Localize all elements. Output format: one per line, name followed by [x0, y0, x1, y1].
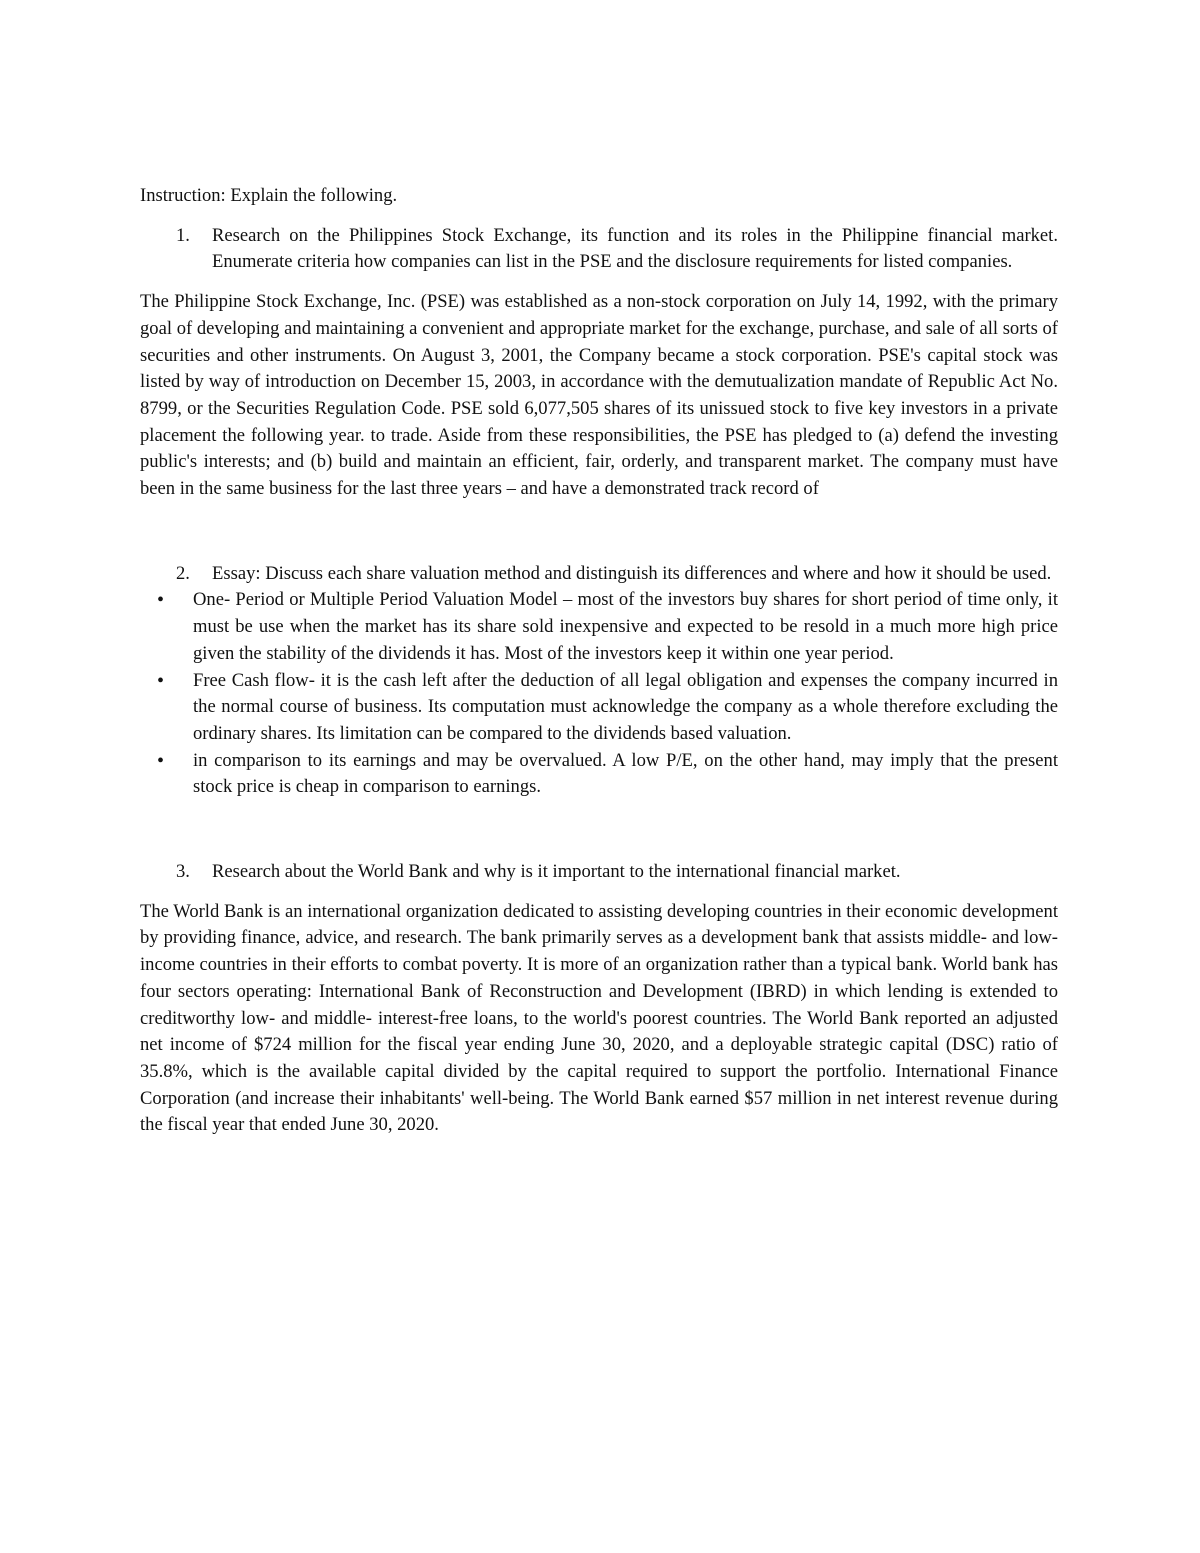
document-body	[140, 183, 1058, 1139]
answer-1-paragraph: The Philippine Stock Exchange, Inc. (PSE) was established as a non-stock corporation on July 14, 1992, with the primary goal of developing and maintaining a convenient and appropriate market for the exchange, purchase, and sale of all sorts of securities and other instruments. On August 3, 2001, the Company became a stock corporation. PSE's capital stock was listed by way of introduction on December 15, 2003, in accordance with the demutualization mandate of Republic Act No. 8799, or the Securities Regulation Code. PSE sold 6,077,505 shares of its unissued stock to five key investors in a private placement the following year. to trade. Aside from these responsibilities, the PSE has pledged to (a) defend the investing public's interests; and (b) build and maintain an efficient, fair, orderly, and transparent market. The company must have been in the same business for the last three years – and have a demonstrated track record of	[140, 291, 1058, 500]
question-2	[140, 561, 1058, 588]
question-3-text: Research about the World Bank and why is it important to the international financial market.	[212, 861, 901, 883]
answer-3-paragraph: The World Bank is an international organization dedicated to assisting developing countries in their economic development by providing finance, advice, and research. The bank primarily serves as a development bank that assists middle- and low-income countries in their efforts to combat poverty. It is more of an organization rather than a typical bank. World bank has four sectors operating: International Bank of Reconstruction and Development (IBRD) in which lending is extended to creditworthy low- and middle- interest-free loans, to the world's poorest countries. The World Bank reported an adjusted net income of $724 million for the fiscal year ending June 30, 2020, and a deployable strategic capital (DSC) ratio of 35.8%, which is the available capital divided by the capital required to support the portfolio. International Finance Corporation (and increase their inhabitants' well-being. The World Bank earned $57 million in net interest revenue during the fiscal year that ended June 30, 2020.	[140, 900, 1058, 1136]
instruction-line: Instruction: Explain the following.	[140, 185, 398, 206]
question-2-number: 2.	[176, 562, 190, 584]
question-2-text: Essay: Discuss each share valuation method and distinguish its differences and where and how it should be used.	[212, 562, 1052, 584]
question-1	[140, 223, 1058, 276]
bullet-item-1	[140, 587, 1058, 667]
question-3-number: 3.	[176, 861, 190, 883]
bullet-item-2	[140, 668, 1058, 748]
bullet-icon: •	[157, 589, 165, 612]
bullet-text: in comparison to its earnings and may be overvalued. A low P/E, on the other hand, may imply that the present stock price is cheap in comparison to earnings.	[193, 749, 1058, 798]
bullet-icon: •	[157, 669, 165, 692]
bullet-text: One- Period or Multiple Period Valuation Model – most of the investors buy shares for short period of time only, it must be use when the market has its share sold inexpensive and expected to be resold in a much more high price given the stability of the dividends it has. Most of the investors keep it within one year period.	[193, 589, 1058, 664]
question-1-text: Research on the Philippines Stock Exchange, its function and its roles in the Philippine financial market. Enumerate criteria how companies can list in the PSE and the disclosure requirements for listed companies.	[212, 224, 1058, 273]
bullet-item-3	[140, 748, 1058, 801]
bullet-text: Free Cash flow- it is the cash left after the deduction of all legal obligation and expenses the company incurred in the normal course of business. Its computation must acknowledge the company as a whole therefore excluding the ordinary shares. Its limitation can be compared to the dividends based valuation.	[193, 669, 1058, 744]
question-3	[140, 859, 1058, 886]
question-1-number: 1.	[176, 224, 190, 246]
bullet-icon: •	[157, 749, 165, 772]
